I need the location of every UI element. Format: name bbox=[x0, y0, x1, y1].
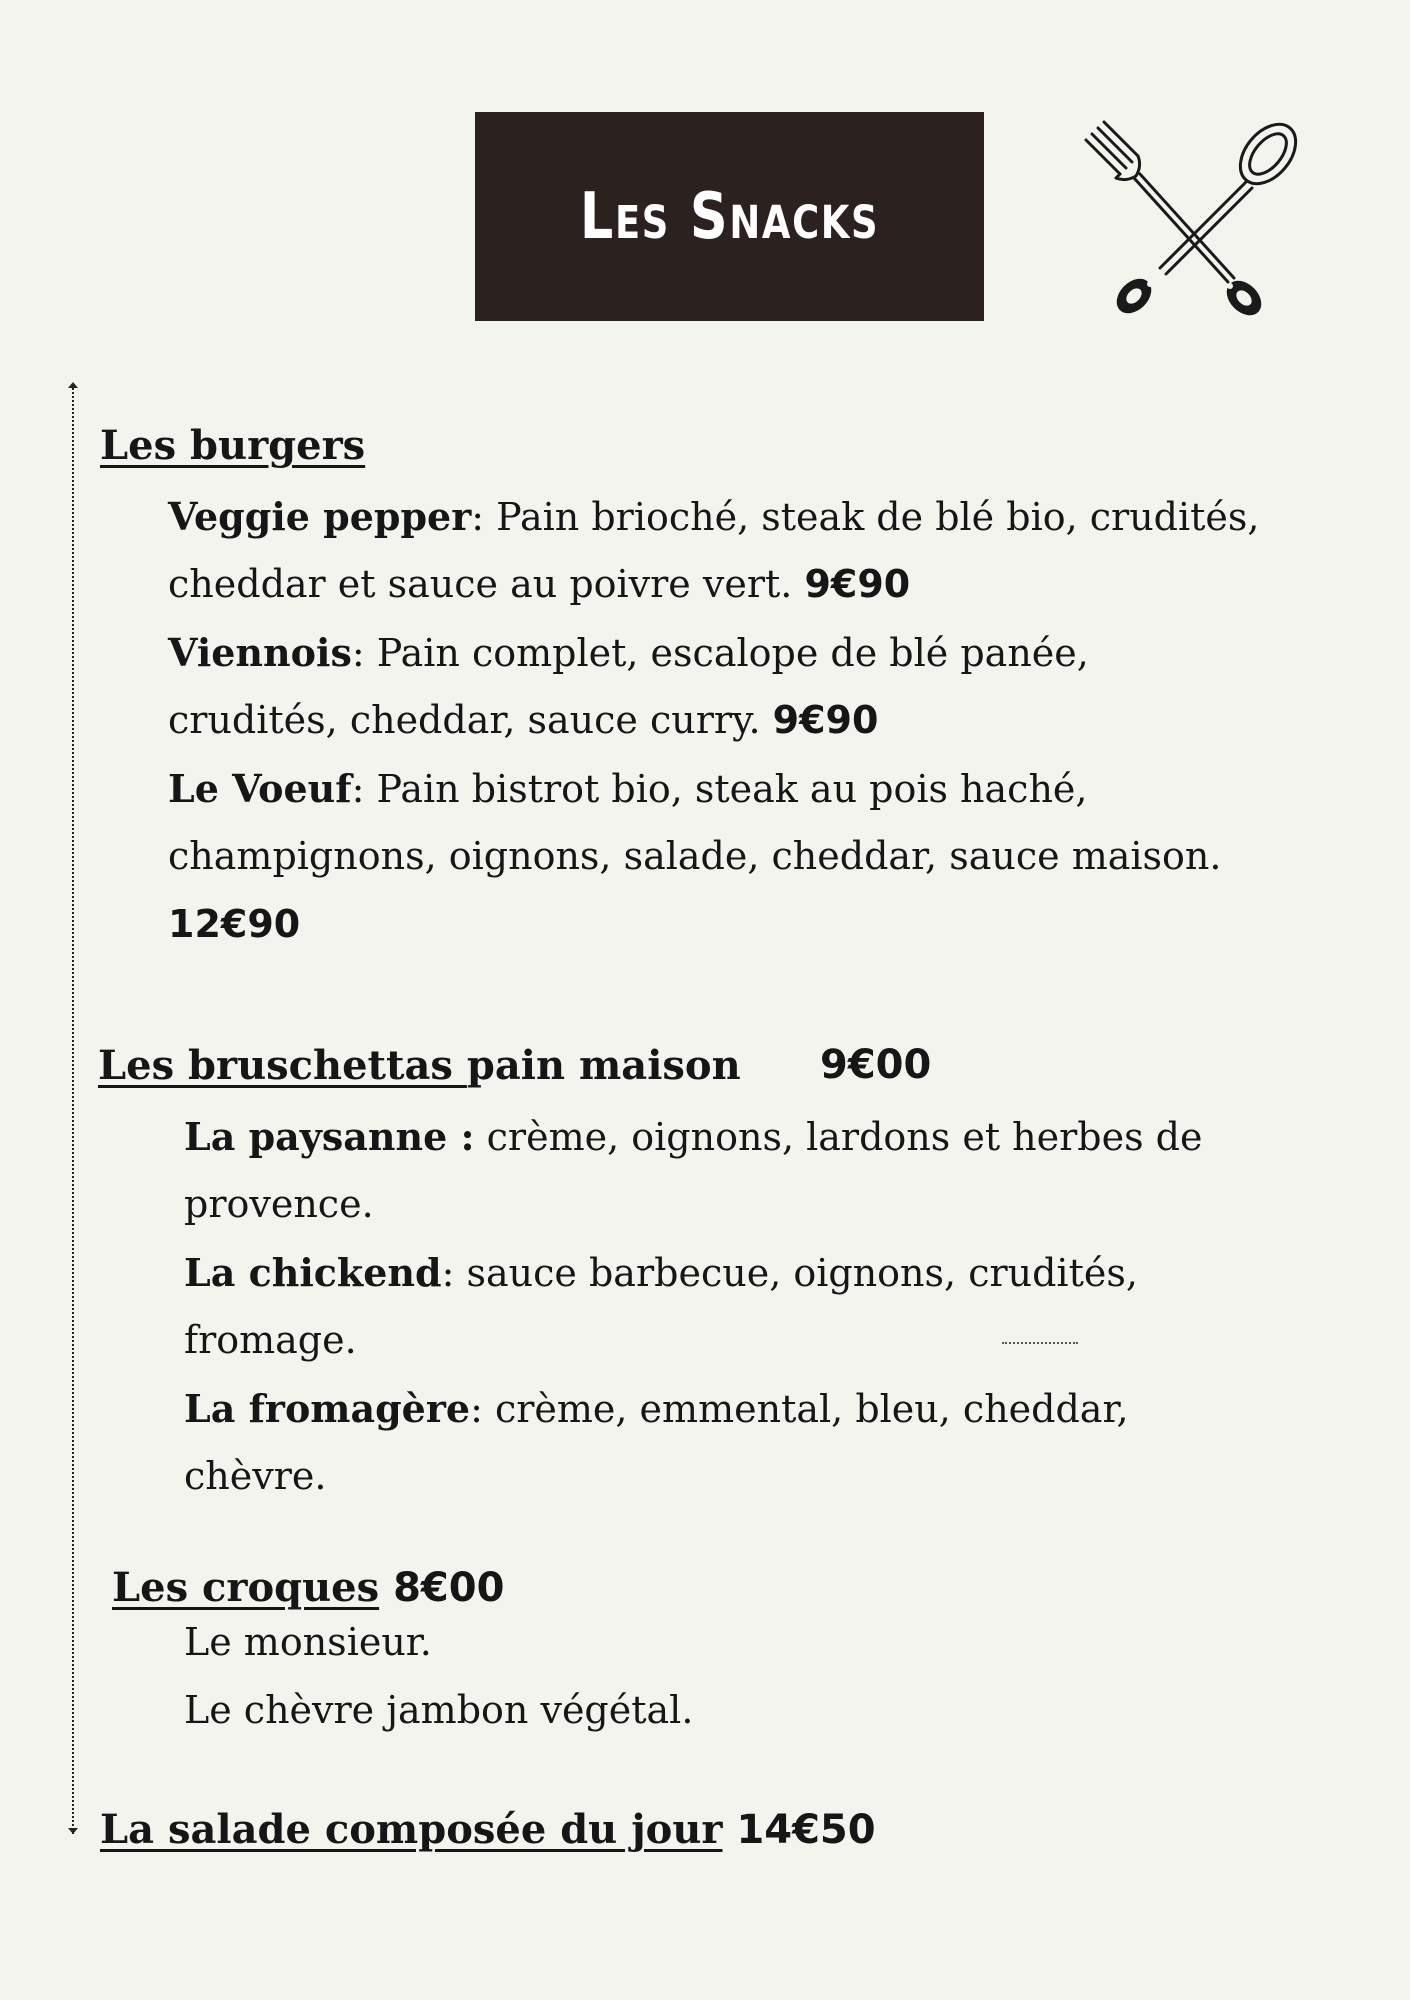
menu-item-veggie-pepper bbox=[168, 494, 1260, 539]
item-description: : Pain bistrot bio, steak au pois haché, bbox=[351, 767, 1088, 811]
title-banner bbox=[475, 112, 984, 321]
section-heading-croques bbox=[112, 1564, 504, 1611]
bruschettas-heading-main: Les bruschettas bbox=[98, 1042, 467, 1089]
croques-heading: Les croques bbox=[112, 1564, 380, 1611]
arrow-up-icon bbox=[68, 382, 78, 388]
item-name: Veggie pepper bbox=[168, 494, 472, 539]
item-description: crème, oignons, lardons et herbes de bbox=[474, 1115, 1203, 1159]
menu-item-la-chickend bbox=[184, 1250, 1138, 1295]
menu-item-viennois bbox=[168, 630, 1089, 675]
menu-item-le-chevre-jambon: Le chèvre jambon végétal. bbox=[184, 1688, 694, 1732]
menu-item-veggie-pepper-line2 bbox=[168, 562, 910, 606]
menu-item-la-chickend-line2 bbox=[184, 1318, 357, 1362]
fork-spoon-icon bbox=[1078, 118, 1308, 323]
item-name: La paysanne : bbox=[184, 1114, 475, 1159]
item-description: crudités, cheddar, sauce curry. bbox=[168, 698, 773, 742]
item-description: : Pain complet, escalope de blé panée, bbox=[351, 631, 1089, 675]
item-name: La fromagère bbox=[184, 1386, 471, 1431]
bruschettas-heading-sub: pain maison bbox=[466, 1042, 741, 1089]
menu-item-viennois-line2 bbox=[168, 698, 878, 742]
section-heading-salade bbox=[100, 1806, 876, 1853]
item-price: 9€90 bbox=[772, 698, 879, 742]
item-description: : crème, emmental, bleu, cheddar, bbox=[470, 1387, 1129, 1431]
menu-item-la-paysanne bbox=[184, 1114, 1203, 1159]
menu-item-le-voeuf-line2 bbox=[168, 834, 1221, 878]
item-name: Le Voeuf bbox=[168, 766, 352, 811]
dotted-separator bbox=[1002, 1342, 1078, 1344]
item-price: 9€90 bbox=[804, 562, 911, 606]
menu-item-la-paysanne-line2 bbox=[184, 1182, 374, 1226]
salade-heading: La salade composée du jour bbox=[100, 1806, 723, 1853]
item-description: fromage. bbox=[184, 1318, 357, 1362]
page-title: Les Snacks bbox=[579, 179, 880, 254]
menu-item-la-fromagere bbox=[184, 1386, 1129, 1431]
bruschettas-price: 9€00 bbox=[820, 1042, 932, 1088]
menu-item-le-voeuf bbox=[168, 766, 1088, 811]
item-description: cheddar et sauce au poivre vert. bbox=[168, 562, 805, 606]
item-description: : Pain brioché, steak de blé bio, crudités, bbox=[471, 495, 1260, 539]
menu-item-le-monsieur: Le monsieur. bbox=[184, 1620, 432, 1664]
section-heading-bruschettas bbox=[98, 1042, 741, 1089]
item-description: provence. bbox=[184, 1182, 374, 1226]
item-description: : sauce barbecue, oignons, crudités, bbox=[441, 1251, 1138, 1295]
menu-item-la-fromagere-line2 bbox=[184, 1454, 326, 1498]
item-name: Viennois bbox=[168, 630, 352, 675]
croques-price: 8€00 bbox=[393, 1565, 505, 1611]
item-price: 12€90 bbox=[168, 902, 301, 946]
item-name: La chickend bbox=[184, 1250, 442, 1295]
dotted-divider-line bbox=[72, 384, 74, 1834]
item-description: champignons, oignons, salade, cheddar, sauce maison. bbox=[168, 834, 1222, 878]
salade-price: 14€50 bbox=[736, 1807, 876, 1853]
item-description: chèvre. bbox=[184, 1454, 327, 1498]
menu-item-le-voeuf-price-line bbox=[168, 902, 300, 946]
section-heading-burgers: Les burgers bbox=[100, 422, 366, 469]
arrow-down-icon bbox=[68, 1828, 78, 1834]
